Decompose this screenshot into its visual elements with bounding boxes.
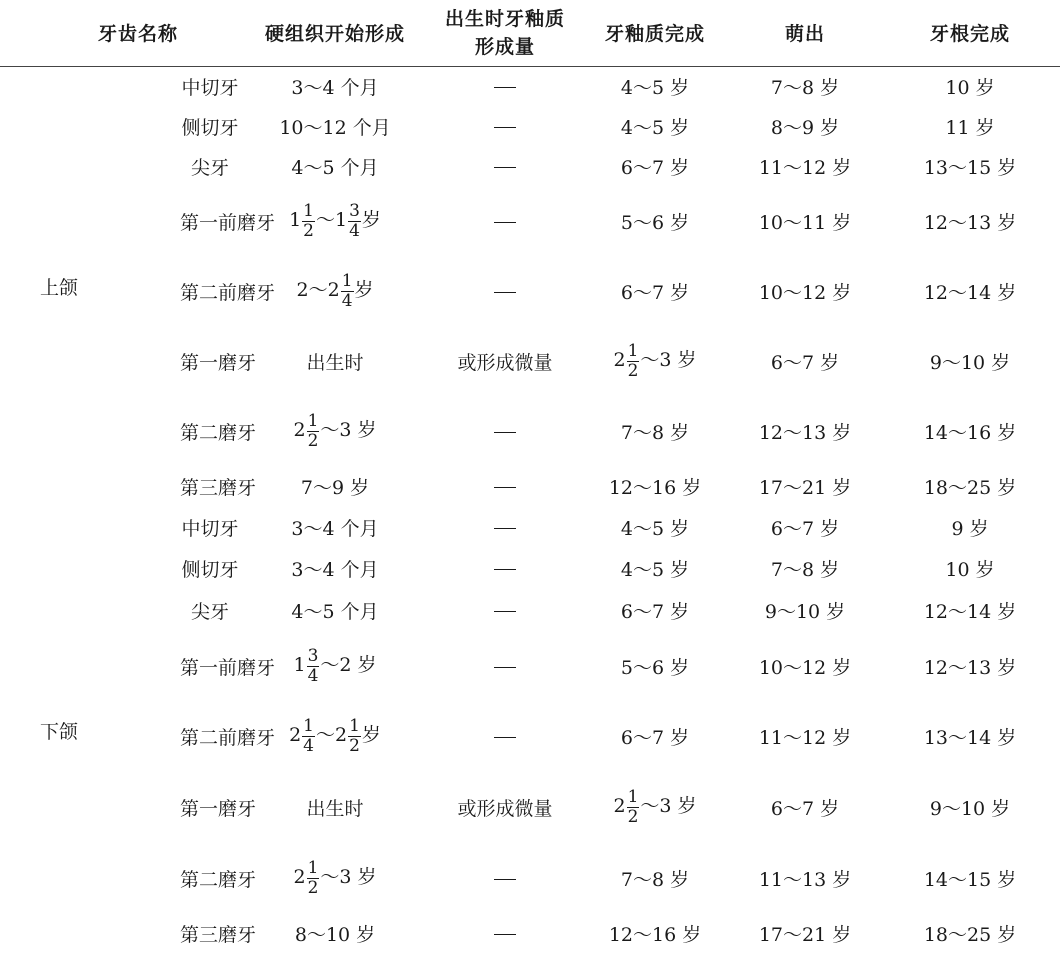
fraction <box>627 342 640 381</box>
enamel-complete-cell <box>580 771 730 843</box>
table-row <box>0 913 1060 953</box>
dash-mark <box>494 87 516 88</box>
enamel-at-birth-cell <box>430 256 580 326</box>
fraction-denominator: 4 <box>303 735 314 756</box>
enamel-complete-cell: 5～6 岁 <box>620 656 690 679</box>
fraction-denominator: 2 <box>349 735 360 756</box>
header-row <box>0 0 1060 66</box>
root-complete-cell: 12～14 岁 <box>923 600 1017 623</box>
table-row <box>0 256 1060 326</box>
fraction-denominator: 2 <box>307 430 319 451</box>
eruption-cell: 8～9 岁 <box>770 116 840 139</box>
hard-tissue-cell-suffix: 岁 <box>361 209 381 231</box>
eruption-cell: 6～7 岁 <box>770 518 840 540</box>
hard-tissue-cell <box>240 396 430 466</box>
dash-mark <box>494 611 516 612</box>
tooth-name: 第一磨牙 <box>180 351 257 374</box>
eruption-cell: 10～11 岁 <box>758 211 852 234</box>
fraction-denominator: 4 <box>341 290 353 311</box>
table-row <box>0 701 1060 771</box>
root-complete-cell: 12～13 岁 <box>923 656 1017 679</box>
root-complete-cell: 13～15 岁 <box>923 156 1017 179</box>
dash-mark <box>494 127 516 128</box>
enamel-at-birth-cell <box>430 466 580 507</box>
enamel-at-birth-cell <box>430 106 580 146</box>
root-complete-cell: 9 岁 <box>951 518 989 540</box>
fraction <box>307 647 320 686</box>
hard-tissue-cell-suffix: 岁 <box>354 279 374 301</box>
root-complete-cell: 18～25 岁 <box>923 477 1017 499</box>
hard-tissue-cell-prefix: 1 <box>289 209 302 231</box>
enamel-complete-cell <box>580 326 730 396</box>
dash-mark <box>494 292 516 293</box>
eruption-cell: 7～8 岁 <box>770 76 840 99</box>
tooth-name: 第三磨牙 <box>180 923 257 946</box>
table-row <box>0 186 1060 256</box>
enamel-complete-cell: 12～16 岁 <box>608 477 702 499</box>
table-body <box>0 66 1060 953</box>
header-root-complete: 牙根完成 <box>880 0 1060 66</box>
fraction <box>302 202 315 241</box>
dash-mark <box>494 667 516 668</box>
fraction-numerator: 1 <box>627 340 639 361</box>
enamel-complete-cell-prefix: 2 <box>613 795 626 817</box>
enamel-at-birth-cell <box>430 913 580 953</box>
enamel-at-birth-cell <box>430 589 580 631</box>
hard-tissue-cell-prefix: 2 <box>293 866 306 888</box>
tooth-name: 尖牙 <box>191 156 230 179</box>
fraction <box>307 412 320 451</box>
header-tooth-name: 牙齿名称 <box>0 0 240 66</box>
tooth-name: 第二前磨牙 <box>180 726 276 749</box>
fraction-denominator: 2 <box>303 220 314 241</box>
root-complete-cell: 10 岁 <box>945 76 995 99</box>
enamel-complete-cell-prefix: 2 <box>613 349 626 371</box>
fraction-numerator: 1 <box>627 786 639 807</box>
enamel-at-birth-cell <box>430 701 580 771</box>
root-complete-cell: 11 岁 <box>945 116 995 139</box>
hard-tissue-cell-prefix: 2 <box>289 724 302 746</box>
fraction-numerator: 1 <box>349 715 360 736</box>
enamel-complete-cell: 6～7 岁 <box>620 726 690 749</box>
hard-tissue-cell-suffix: 岁 <box>361 724 381 746</box>
table-row <box>0 396 1060 466</box>
root-complete-cell: 12～14 岁 <box>923 281 1017 304</box>
eruption-cell: 6～7 岁 <box>770 351 840 374</box>
dash-mark <box>494 934 516 935</box>
enamel-complete-cell: 4～5 岁 <box>620 518 690 540</box>
header-enamel-at-birth <box>430 0 580 66</box>
hard-tissue-cell-prefix: 2～2 <box>296 279 340 301</box>
hard-tissue-cell-mid: ～1 <box>316 209 348 231</box>
enamel-complete-cell: 6～7 岁 <box>620 156 690 179</box>
eruption-cell: 9～10 岁 <box>764 600 846 623</box>
table-row <box>0 771 1060 843</box>
eruption-cell: 11～12 岁 <box>758 726 852 749</box>
enamel-complete-cell-suffix: ～3 岁 <box>640 795 697 817</box>
hard-tissue-cell: 7～9 岁 <box>300 477 370 499</box>
root-complete-cell: 14～15 岁 <box>923 868 1017 891</box>
root-complete-cell: 10 岁 <box>945 559 995 581</box>
hard-tissue-cell: 10～12 个月 <box>279 116 391 139</box>
fraction <box>348 202 361 241</box>
eruption-cell: 6～7 岁 <box>770 797 840 820</box>
root-complete-cell: 9～10 岁 <box>929 351 1011 374</box>
fraction-numerator: 3 <box>307 645 319 666</box>
enamel-at-birth-cell <box>430 146 580 186</box>
fraction <box>348 717 361 756</box>
tooth-name: 尖牙 <box>191 600 230 623</box>
enamel-complete-cell: 4～5 岁 <box>620 116 690 139</box>
dash-mark <box>494 432 516 433</box>
fraction-numerator: 1 <box>341 270 353 291</box>
hard-tissue-cell: 3～4 个月 <box>291 76 379 99</box>
dash-mark <box>494 167 516 168</box>
tooth-name: 中切牙 <box>181 76 239 99</box>
tooth-name: 第一前磨牙 <box>180 656 276 679</box>
fraction-denominator: 2 <box>627 360 639 381</box>
root-complete-cell: 12～13 岁 <box>923 211 1017 234</box>
table-row <box>0 146 1060 186</box>
dash-mark <box>494 879 516 880</box>
enamel-at-birth-cell <box>430 631 580 701</box>
hard-tissue-cell-suffix: ～3 岁 <box>320 866 377 888</box>
eruption-cell: 17～21 岁 <box>758 923 852 946</box>
fraction <box>307 859 320 898</box>
enamel-at-birth-cell <box>430 548 580 589</box>
fraction-denominator: 2 <box>627 806 639 827</box>
eruption-cell: 10～12 岁 <box>758 656 852 679</box>
enamel-at-birth-cell <box>430 66 580 106</box>
header-enamel-at-birth-line2: 形成量 <box>475 35 536 58</box>
dash-mark <box>494 487 516 488</box>
fraction-numerator: 1 <box>307 857 319 878</box>
enamel-at-birth-cell: 或形成微量 <box>457 351 553 374</box>
root-complete-cell: 9～10 岁 <box>929 797 1011 820</box>
dash-mark <box>494 528 516 529</box>
hard-tissue-cell: 4～5 个月 <box>291 156 379 179</box>
eruption-cell: 12～13 岁 <box>758 421 852 444</box>
tooth-name: 侧切牙 <box>181 559 239 581</box>
root-complete-cell: 14～16 岁 <box>923 421 1017 444</box>
eruption-cell: 10～12 岁 <box>758 281 852 304</box>
tooth-name: 第二磨牙 <box>180 868 257 891</box>
eruption-cell: 7～8 岁 <box>770 559 840 581</box>
enamel-at-birth-cell: 或形成微量 <box>457 797 553 820</box>
tooth-name: 第二磨牙 <box>180 421 257 444</box>
tooth-name: 侧切牙 <box>181 116 239 139</box>
enamel-at-birth-cell <box>430 186 580 256</box>
fraction-numerator: 1 <box>303 200 314 221</box>
hard-tissue-cell: 出生时 <box>306 797 364 820</box>
table-row <box>0 466 1060 507</box>
header-enamel-complete: 牙釉质完成 <box>580 0 730 66</box>
fraction-denominator: 2 <box>307 877 319 898</box>
enamel-complete-cell: 12～16 岁 <box>608 923 702 946</box>
tooth-name: 第二前磨牙 <box>180 281 276 304</box>
enamel-at-birth-cell <box>430 843 580 913</box>
header-eruption: 萌出 <box>730 0 880 66</box>
hard-tissue-cell-prefix: 1 <box>293 654 306 676</box>
fraction-denominator: 4 <box>349 220 360 241</box>
table-row <box>0 548 1060 589</box>
eruption-cell: 11～12 岁 <box>758 156 852 179</box>
root-complete-cell: 13～14 岁 <box>923 726 1017 749</box>
hard-tissue-cell: 3～4 个月 <box>291 518 379 540</box>
enamel-complete-cell: 4～5 岁 <box>620 559 690 581</box>
hard-tissue-cell: 4～5 个月 <box>291 600 379 623</box>
table-row <box>0 507 1060 548</box>
hard-tissue-cell-suffix: ～2 岁 <box>320 654 377 676</box>
jaw-label: 上颌 <box>40 277 79 300</box>
enamel-complete-cell: 4～5 岁 <box>620 76 690 99</box>
enamel-complete-cell: 7～8 岁 <box>620 421 690 444</box>
eruption-cell: 11～13 岁 <box>758 868 852 891</box>
fraction-numerator: 1 <box>303 715 314 736</box>
fraction <box>627 788 640 827</box>
fraction <box>341 272 354 311</box>
fraction-numerator: 1 <box>307 410 319 431</box>
header-enamel-at-birth-line1: 出生时牙釉质 <box>445 7 566 30</box>
dash-mark <box>494 222 516 223</box>
root-complete-cell: 18～25 岁 <box>923 923 1017 946</box>
tooth-name: 中切牙 <box>181 518 239 540</box>
table-row <box>0 66 1060 106</box>
table-row <box>0 589 1060 631</box>
fraction <box>302 717 315 756</box>
tooth-name: 第一磨牙 <box>180 797 257 820</box>
dash-mark <box>494 569 516 570</box>
enamel-complete-cell: 7～8 岁 <box>620 868 690 891</box>
table-row <box>0 326 1060 396</box>
enamel-complete-cell: 5～6 岁 <box>620 211 690 234</box>
header-hard-tissue: 硬组织开始形成 <box>240 0 430 66</box>
table-row <box>0 106 1060 146</box>
fraction-denominator: 4 <box>307 665 319 686</box>
hard-tissue-cell: 8～10 岁 <box>294 923 376 946</box>
jaw-label: 下颌 <box>40 720 79 743</box>
hard-tissue-cell-prefix: 2 <box>293 419 306 441</box>
hard-tissue-cell: 3～4 个月 <box>291 559 379 581</box>
hard-tissue-cell: 出生时 <box>306 351 364 374</box>
tooth-name: 第三磨牙 <box>180 477 257 499</box>
eruption-cell: 17～21 岁 <box>758 477 852 499</box>
table-row <box>0 843 1060 913</box>
enamel-complete-cell-suffix: ～3 岁 <box>640 349 697 371</box>
hard-tissue-cell-suffix: ～3 岁 <box>320 419 377 441</box>
tooth-name: 第一前磨牙 <box>180 211 276 234</box>
hard-tissue-cell <box>240 843 430 913</box>
enamel-complete-cell: 6～7 岁 <box>620 600 690 623</box>
enamel-at-birth-cell <box>430 507 580 548</box>
enamel-complete-cell: 6～7 岁 <box>620 281 690 304</box>
dash-mark <box>494 737 516 738</box>
hard-tissue-cell-mid: ～2 <box>316 724 348 746</box>
fraction-numerator: 3 <box>349 200 360 221</box>
table-row <box>0 631 1060 701</box>
enamel-at-birth-cell <box>430 396 580 466</box>
